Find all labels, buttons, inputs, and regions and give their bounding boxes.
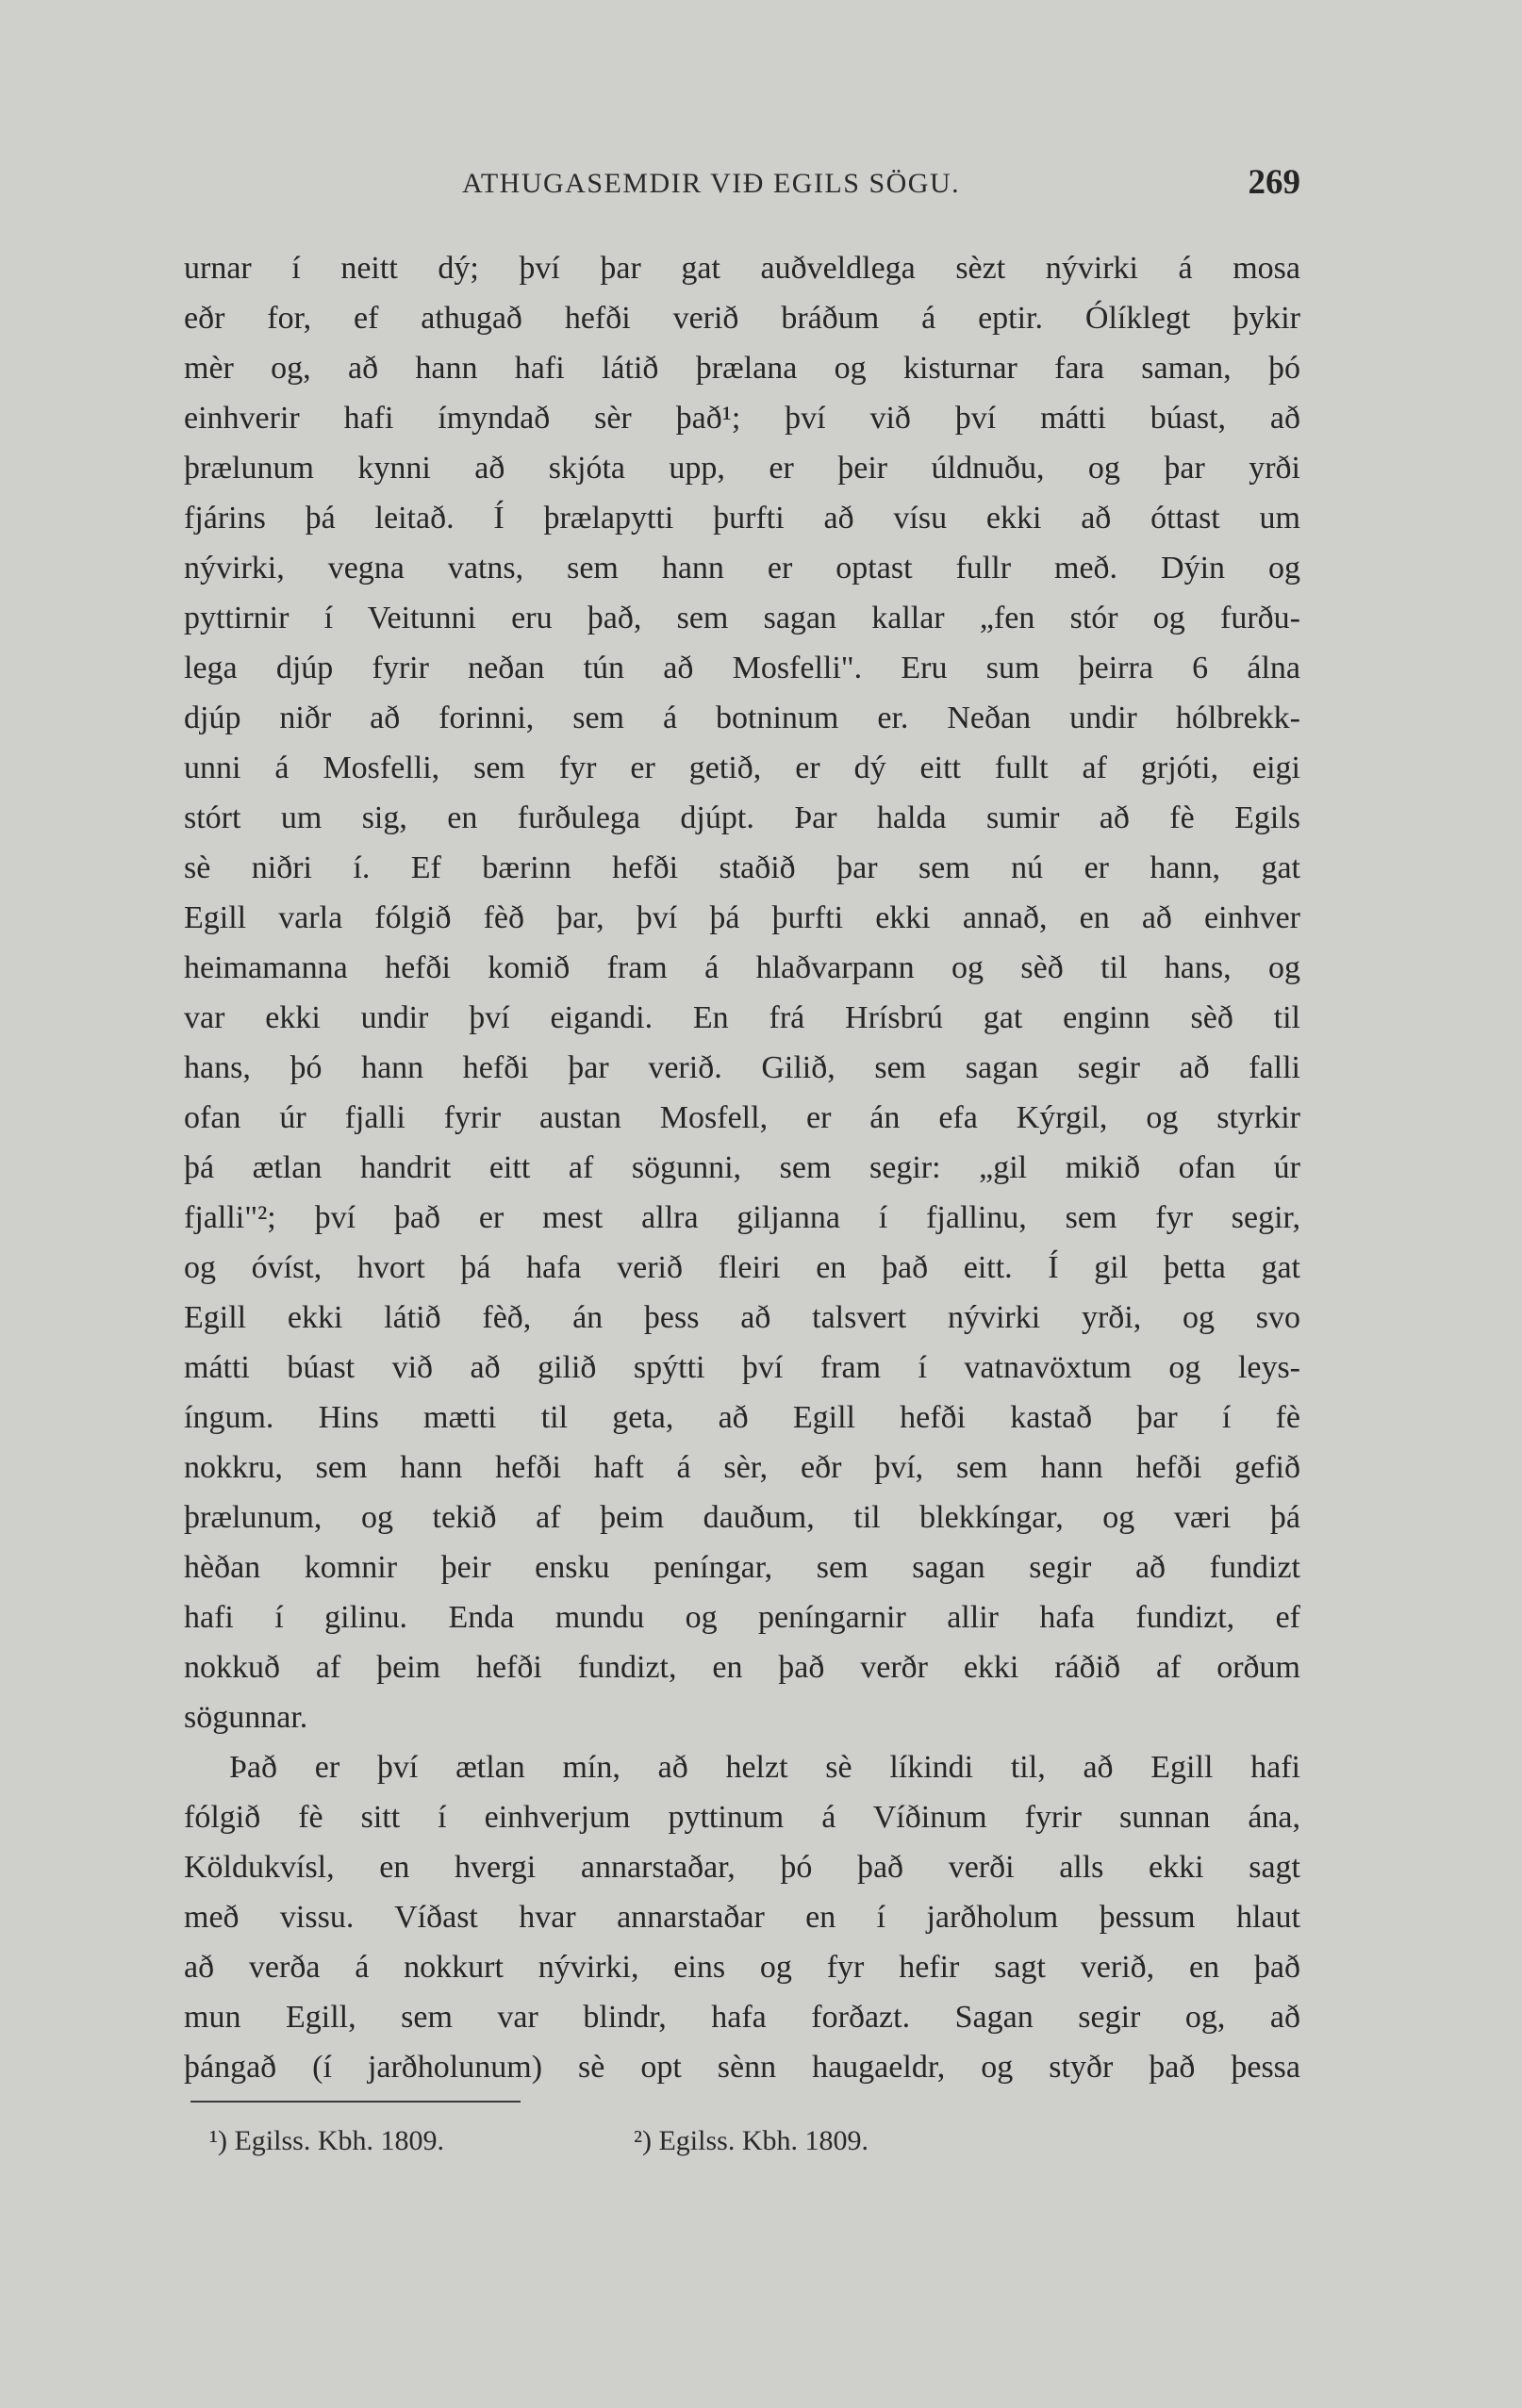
- text-line: urnar í neitt dý; því þar gat auðveldlega sèzt nývirki á mosa: [184, 251, 1300, 286]
- text-line: hans, þó hann hefði þar verið. Gilið, sem sagan segir að falli: [184, 1050, 1300, 1085]
- text-line: þá ætlan handrit eitt af sögunni, sem segir: „gil mikið ofan úr: [184, 1150, 1300, 1185]
- page-header: [184, 162, 1300, 209]
- footnote-1: ¹) Egilss. Kbh. 1809.: [209, 2125, 444, 2156]
- text-line: og óvíst, hvort þá hafa verið fleiri en það eitt. Í gil þetta gat: [184, 1250, 1300, 1285]
- text-line: unni á Mosfelli, sem fyr er getið, er dý eitt fullt af grjóti, eigi: [184, 750, 1300, 785]
- text-line: nokkuð af þeim hefði fundizt, en það verðr ekki ráðið af orðum: [184, 1650, 1300, 1685]
- text-line: sè niðri í. Ef bærinn hefði staðið þar sem nú er hann, gat: [184, 850, 1300, 885]
- text-line: var ekki undir því eigandi. En frá Hrísbrú gat enginn sèð til: [184, 1000, 1300, 1035]
- footnote-2: ²) Egilss. Kbh. 1809.: [634, 2125, 869, 2156]
- text-line: Það er því ætlan mín, að helzt sè líkindi til, að Egill hafi: [229, 1750, 1300, 1785]
- text-line: með vissu. Víðast hvar annarstaðar en í jarðholum þessum hlaut: [184, 1900, 1300, 1935]
- text-line: þrælunum, og tekið af þeim dauðum, til blekkíngar, og væri þá: [184, 1500, 1300, 1535]
- footnote-rule: [190, 2101, 521, 2103]
- text-line: nývirki, vegna vatns, sem hann er optast fullr með. Dýin og: [184, 551, 1300, 586]
- text-line: eðr for, ef athugað hefði verið bráðum á eptir. Ólíklegt þykir: [184, 301, 1300, 336]
- text-line: íngum. Hins mætti til geta, að Egill hefði kastað þar í fè: [184, 1400, 1300, 1435]
- text-line: sögunnar.: [184, 1700, 308, 1735]
- text-line: hafi í gilinu. Enda mundu og peníngarnir allir hafa fundizt, ef: [184, 1600, 1300, 1635]
- text-line: djúp niðr að forinni, sem á botninum er. Neðan undir hólbrekk-: [184, 701, 1300, 735]
- text-line: þrælunum kynni að skjóta upp, er þeir úldnuðu, og þar yrði: [184, 451, 1300, 486]
- text-line: fólgið fè sitt í einhverjum pyttinum á Víðinum fyrir sunnan ána,: [184, 1800, 1300, 1835]
- body-text: [184, 243, 1300, 2092]
- page-number: 269: [1248, 163, 1300, 202]
- text-line: heimamanna hefði komið fram á hlaðvarpann og sèð til hans, og: [184, 950, 1300, 985]
- text-line: þángað (í jarðholunum) sè opt sènn haugaeldr, og styðr það þessa: [184, 2050, 1300, 2085]
- text-line: fjalli"²; því það er mest allra giljanna í fjallinu, sem fyr segir,: [184, 1200, 1300, 1235]
- text-line: lega djúp fyrir neðan tún að Mosfelli". Eru sum þeirra 6 álna: [184, 651, 1300, 685]
- text-line: Köldukvísl, en hvergi annarstaðar, þó það verði alls ekki sagt: [184, 1850, 1300, 1885]
- text-line: Egill ekki látið fèð, án þess að talsvert nývirki yrði, og svo: [184, 1300, 1300, 1335]
- text-line: pyttirnir í Veitunni eru það, sem sagan kallar „fen stór og furðu-: [184, 601, 1300, 635]
- text-line: fjárins þá leitað. Í þrælapytti þurfti að vísu ekki að óttast um: [184, 501, 1300, 536]
- text-line: mèr og, að hann hafi látið þrælana og kisturnar fara saman, þó: [184, 351, 1300, 386]
- text-line: mátti búast við að gilið spýtti því fram í vatnavöxtum og leys-: [184, 1350, 1300, 1385]
- text-line: nokkru, sem hann hefði haft á sèr, eðr því, sem hann hefði gefið: [184, 1450, 1300, 1485]
- text-line: að verða á nokkurt nývirki, eins og fyr hefir sagt verið, en það: [184, 1950, 1300, 1985]
- text-line: einhverir hafi ímyndað sèr það¹; því við því mátti búast, að: [184, 401, 1300, 436]
- text-line: hèðan komnir þeir ensku peníngar, sem sagan segir að fundizt: [184, 1550, 1300, 1585]
- text-line: stórt um sig, en furðulega djúpt. Þar halda sumir að fè Egils: [184, 800, 1300, 835]
- running-head: ATHUGASEMDIR VIÐ EGILS SÖGU.: [462, 168, 961, 199]
- text-line: mun Egill, sem var blindr, hafa forðazt. Sagan segir og, að: [184, 2000, 1300, 2035]
- text-line: ofan úr fjalli fyrir austan Mosfell, er án efa Kýrgil, og styrkir: [184, 1100, 1300, 1135]
- text-line: Egill varla fólgið fèð þar, því þá þurfti ekki annað, en að einhver: [184, 900, 1300, 935]
